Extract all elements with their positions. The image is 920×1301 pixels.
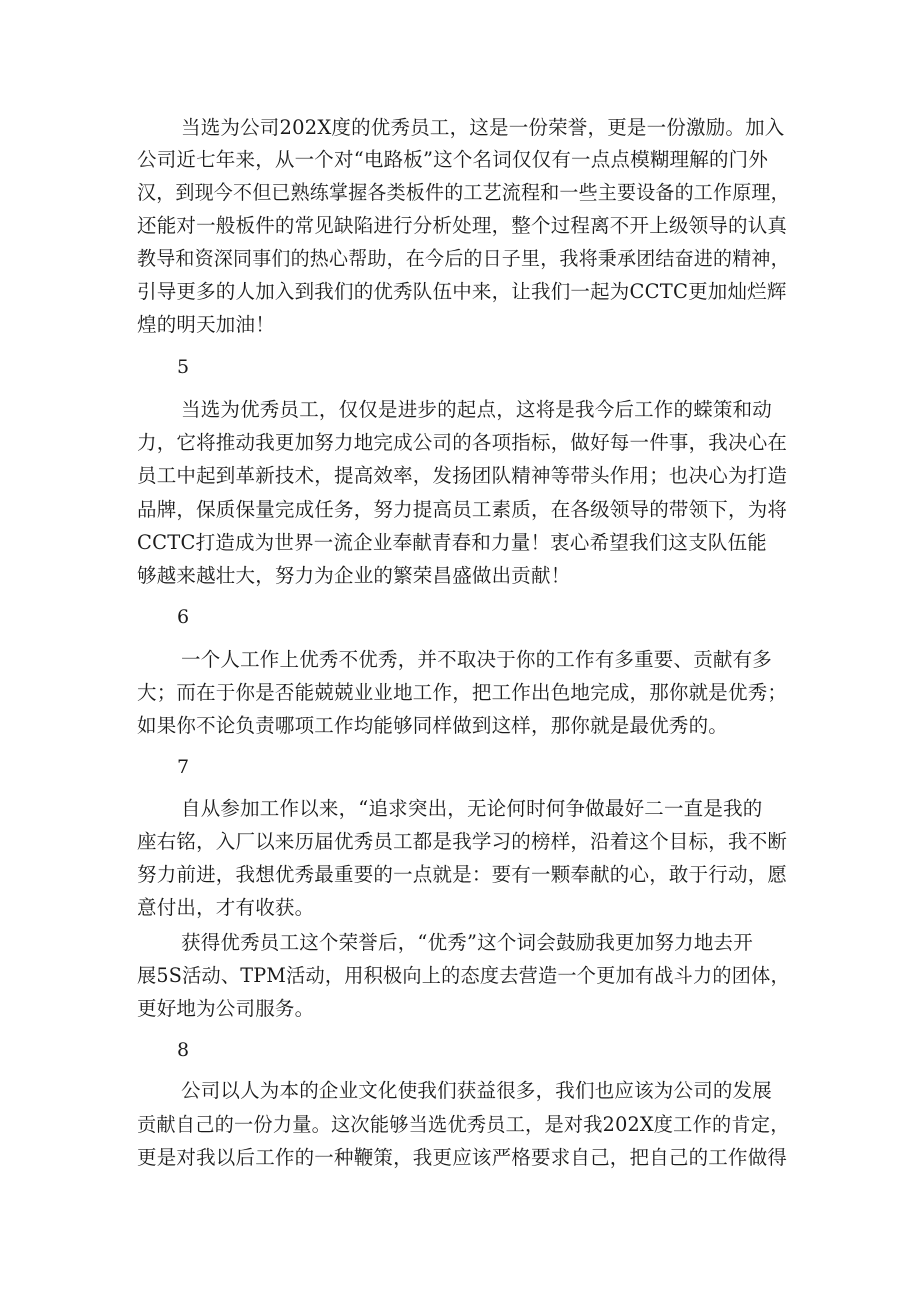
section-number: 6 [177, 606, 190, 628]
paragraph-line: 更好地为公司服务。 [137, 997, 315, 1020]
paragraph-line: 意付出，才有收获。 [137, 896, 315, 919]
section-number: 7 [177, 756, 190, 778]
paragraph-line: 更是对我以后工作的一种鞭策，我更应该严格要求自己，把自己的工作做得 [137, 1146, 788, 1169]
paragraph-line: CCTC打造成为世界一流企业奉献青春和力量！衷心希望我们这支队伍能 [137, 531, 767, 554]
paragraph-line: 公司近七年来，从一个对“电路板”这个名词仅仅有一点点模糊理解的门外 [137, 148, 769, 171]
paragraph-line: 如果你不论负责哪项工作均能够同样做到这样，那你就是最优秀的。 [137, 714, 729, 737]
paragraph-line: 一个人工作上优秀不优秀，并不取决于你的工作有多重要、贡献有多 [181, 648, 773, 671]
paragraph-line: 大；而在于你是否能兢兢业业地工作，把工作出色地完成，那你就是优秀； [137, 681, 788, 704]
paragraph-line: 力，它将推动我更加努力地完成公司的各项指标，做好每一件事，我决心在 [137, 431, 788, 454]
paragraph-line: 展5S活动、TPM活动，用积极向上的态度去营造一个更加有战斗力的团体， [137, 964, 790, 987]
paragraph-line: 贡献自己的一份力量。这次能够当选优秀员工，是对我202X度工作的肯定， [137, 1113, 790, 1136]
paragraph-line: 还能对一般板件的常见缺陷进行分析处理，整个过程离不开上级领导的认真 [137, 214, 788, 237]
paragraph-line: 教导和资深同事们的热心帮助，在今后的日子里，我将秉承团结奋进的精神， [137, 247, 790, 270]
paragraph-line: 汉，到现今不但已熟练掌握各类板件的工艺流程和一些主要设备的工作原理， [137, 181, 790, 204]
paragraph-line: 获得优秀员工这个荣誉后，“优秀”这个词会鼓励我更加努力地去开 [181, 931, 753, 954]
paragraph-line: 够越来越壮大，努力为企业的繁荣昌盛做出贡献！ [137, 564, 571, 587]
paragraph-line: 当选为公司202X度的优秀员工，这是一份荣誉，更是一份激励。加入 [181, 116, 785, 139]
section-number: 8 [177, 1039, 190, 1061]
paragraph-line: 引导更多的人加入到我们的优秀队伍中来，让我们一起为CCTC更加灿烂辉 [137, 280, 787, 303]
paragraph-line: 品牌，保质保量完成任务，努力提高员工素质，在各级领导的带领下，为将 [137, 498, 788, 521]
paragraph-line: 当选为优秀员工，仅仅是进步的起点，这将是我今后工作的蝾策和动 [181, 398, 773, 421]
paragraph-line: 员工中起到革新技术，提高效率，发扬团队精神等带头作用；也决心为打造 [137, 464, 788, 487]
paragraph-line: 自从参加工作以来，“追求突出，无论何时何争做最好二一直是我的 [181, 797, 763, 820]
paragraph-line: 公司以人为本的企业文化使我们获益很多，我们也应该为公司的发展 [181, 1079, 773, 1102]
paragraph-line: 努力前进，我想优秀最重要的一点就是：要有一颗奉献的心，敢于行动，愿 [137, 863, 788, 886]
section-number: 5 [177, 356, 190, 378]
paragraph-line: 座右铭，入厂以来历届优秀员工都是我学习的榜样，沿着这个目标，我不断 [137, 830, 788, 853]
paragraph-line: 煌的明天加油！ [137, 313, 275, 336]
